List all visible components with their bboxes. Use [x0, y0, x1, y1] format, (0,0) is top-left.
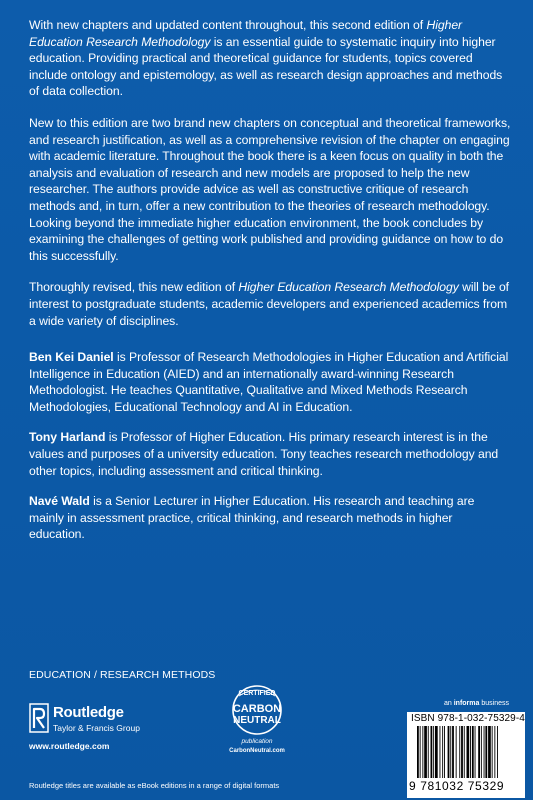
author-name: Tony Harland	[29, 430, 106, 445]
subject-category: EDUCATION / RESEARCH METHODS	[29, 669, 216, 681]
publisher-block	[29, 703, 179, 753]
publisher-name: Routledge	[53, 704, 124, 721]
carbon-text: CARBON	[232, 703, 282, 715]
author-name: Navé Wald	[29, 494, 90, 509]
carbon-publication-text: publication	[241, 738, 273, 745]
isbn-barcode-box	[407, 712, 525, 798]
book-title: Higher Education Research Methodology	[29, 18, 463, 49]
carbon-certified-text: CERTIFIED	[238, 690, 276, 697]
author-name: Ben Kei Daniel	[29, 350, 114, 365]
book-title: Higher Education Research Methodology	[238, 280, 459, 295]
author-bios	[29, 349, 511, 543]
informa-business-label: an informa business	[444, 700, 509, 707]
description-paragraph-2: New to this edition are two brand new chapters on conceptual and theoretical frameworks, and research justification, as well as a comprehensive revision of the chapter on engaging with academic literature. Throughout the book there is a keen focus on quality in both the analysis and evaluation of research and new models are proposed to help the new researcher. The authors provide advice as well as constructive critique of research methods and, in turn, offer a new contribution to the theories of research methodology. Looking beyond the immediate higher education environment, the book concludes by examining the challenges of getting work published and providing guidance on how to do this successfully.	[29, 115, 511, 263]
neutral-text: NEUTRAL	[233, 715, 281, 726]
routledge-logo-icon	[29, 703, 49, 733]
carbon-neutral-icon	[222, 682, 292, 738]
barcode-digits: 9 781032 75329	[409, 779, 505, 793]
isbn-label: ISBN 978-1-032-75329-4	[411, 713, 525, 724]
author-bio-1: Ben Kei Daniel is Professor of Research Methodologies in Higher Education and Artificial Intelligence in Education (AIED) and an internationally award-winning Research Methodologist. He teaches Quantitative, Qualitative and Mixed Methods Research Methodologies, Educational Technology and AI in Education.	[29, 350, 509, 414]
ebook-availability-note: Routledge titles are available as eBook editions in a range of digital formats	[29, 781, 280, 790]
description-paragraph-1: With new chapters and updated content throughout, this second edition of Higher Education Research Methodology is an essential guide to systematic inquiry into higher education. Providing practical and theoretical guidance for students, topics covered include ontology and epistemology, as well as research design approaches and methods of data collection.	[29, 18, 503, 99]
carbon-url: CarbonNeutral.com	[229, 748, 285, 754]
carbon-neutral-logo	[222, 682, 292, 762]
description-paragraph-3: Thoroughly revised, this new edition of Higher Education Research Methodology will be of interest to postgraduate students, academic developers and experienced academics from a wide variety of disciplines.	[29, 280, 510, 328]
publisher-url: www.routledge.com	[29, 741, 110, 751]
book-description	[29, 17, 511, 557]
publisher-group: Taylor & Francis Group	[53, 723, 140, 733]
author-bio-2: Tony Harland is Professor of Higher Education. His primary research interest is in the values and purposes of a university education. Tony teaches research methodology and other topics, including assessment and critical thinking.	[29, 430, 499, 478]
barcode-icon	[417, 726, 521, 778]
author-bio-3: Navé Wald is a Senior Lecturer in Higher Education. His research and teaching are mainly in assessment practice, critical thinking, and research methods in higher education.	[29, 494, 475, 542]
